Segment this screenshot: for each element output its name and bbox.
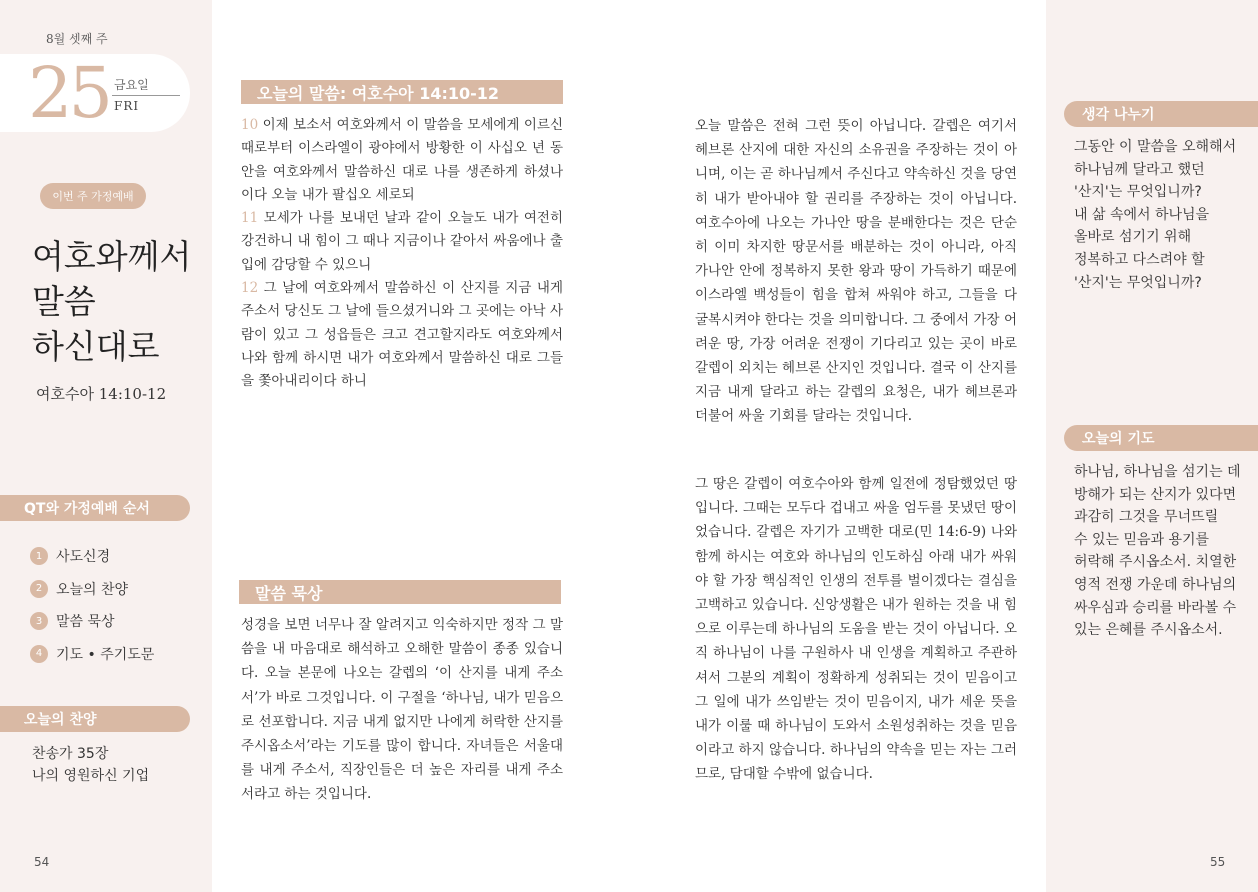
verse-text: 모세가 나를 보내던 날과 같이 오늘도 내가 여전히 강건하니 내 힘이 그 때나 지금이나 같아서 싸움에나 출입에 감당할 수 있으니	[241, 210, 563, 273]
verse-text: 그 날에 여호와께서 말씀하신 이 산지를 지금 내게 주소서 당신도 그 날에 들으셨거니와 그 곳에는 아낙 사람이 있고 그 성읍들은 크고 견고할지라도 여호와께서 나와 함께 하시면 내가 여호와께서 말씀하신 대로 그들을 쫓아내리이다 하니	[241, 280, 563, 390]
list-item	[30, 573, 154, 606]
list-item	[30, 605, 154, 638]
step-label: 오늘의 찬양	[56, 581, 129, 598]
meditation-header: 말씀 묵상	[239, 580, 561, 604]
list-item	[30, 638, 154, 671]
meditation-paragraph-1: 오늘 말씀은 전혀 그런 뜻이 아닙니다. 갈렙은 여기서 헤브론 산지에 대한 자신의 소유권을 주장하는 것이 아니며, 이는 곧 하나님께서 주신다고 약속하신 것을 당연히 내가 받아내야 할 권리를 주장하는 것이 아닙니다. 여호수아에 나오는 가나안 땅을 분배한다는 것은 단순히 이미 차지한 땅문서를 배분하는 것이 아니라, 아직 가나안 안에 정복하지 못한 왕과 땅이 가득하기 때문에 이스라엘 백성들이 힘을 합쳐 싸워야 하고, 그들을 다 굴복시켜야 한다는 것을 의미합니다. 그 중에서 가장 어려운 땅, 가장 어려운 전쟁이 기다리고 있는 곳이 바로 갈렙이 외치는 헤브론 산지인 것입니다. 결국 이 산지를 지금 내게 달라고 하는 갈렙의 요청은, 내가 헤브론과 더불어 싸울 기회를 달라는 것입니다.	[695, 118, 1017, 425]
hymn-title: 나의 영원하신 기업	[32, 768, 150, 784]
step-number-badge: 1	[30, 547, 48, 565]
step-number-badge: 4	[30, 645, 48, 663]
week-label: 8월 셋째 주	[46, 32, 108, 46]
order-list	[30, 540, 154, 670]
step-label: 말씀 묵상	[56, 614, 115, 631]
scripture-text	[241, 114, 563, 394]
step-label: 사도신경	[56, 549, 111, 566]
family-worship-badge: 이번 주 가정예배	[40, 183, 146, 209]
step-number-badge: 3	[30, 612, 48, 630]
hymn-section-header: 오늘의 찬양	[0, 706, 190, 732]
prayer-text: 하나님, 하나님을 섬기는 데 방해가 되는 산지가 있다면 과감히 그것을 무너뜨릴 수 있는 믿음과 용기를 허락해 주시옵소서. 치열한 영적 전쟁 가운데 하나님의 싸우심과 승리를 바라볼 수 있는 은혜를 주시옵소서.	[1074, 464, 1241, 639]
sharing-section-header: 생각 나누기	[1064, 101, 1258, 127]
meditation-intro: 성경을 보면 너무나 잘 알려지고 익숙하지만 정작 그 말씀을 내 마음대로 해석하고 오해한 말씀이 종종 있습니다. 오늘 본문에 나오는 갈렙의 ‘이 산지를 내게 주소서’가 바로 그것입니다. 이 구절을 ‘하나님, 내가 믿음으로 선포합니다. 지금 내게 없지만 나에게 허락한 산지를 주시옵소서’라는 기도를 많이 합니다. 자녀들은 서울대를 내게 주소서, 직장인들은 더 높은 자리를 내게 주소서라고 하는 것입니다.	[241, 617, 563, 803]
page-title: 여호와께서 말씀 하신대로	[32, 237, 192, 366]
meditation-paragraph-2: 그 땅은 갈렙이 여호수아와 함께 일전에 정탐했었던 땅입니다. 그때는 모두다 겁내고 싸울 엄두를 못냈던 땅이었습니다. 갈렙은 자기가 고백한 대로(민 14:6-9) 나와 함께 하시는 여호와 하나님의 인도하심 아래 내가 싸워야 할 가장 핵심적인 인생의 전투를 벌이겠다는 결심을 고백하고 있습니다. 신앙생활은 내가 원하는 것을 내 힘으로 이루는데 하나님의 도움을 받는 것이 아닙니다. 오직 하나님이 나를 구원하사 내 인생을 계획하고 주관하셔서 그분의 계획이 정확하게 성취되는 것이 믿음이고 그 일에 내가 쓰임받는 것이 믿음이지, 내가 세운 뜻을 내가 이룰 때 하나님이 도와서 소원성취하는 것을 믿음이라고 하지 않습니다. 하나님의 약속을 믿는 자는 그러므로, 담대할 수밖에 없습니다.	[695, 476, 1017, 783]
verse-number: 12	[241, 280, 259, 297]
verse-number: 10	[241, 117, 259, 133]
order-section-header: QT와 가정예배 순서	[0, 495, 190, 521]
scripture-header: 오늘의 말씀: 여호수아 14:10-12	[241, 80, 563, 104]
scripture-reference: 여호수아 14:10-12	[36, 385, 167, 403]
prayer-section-header: 오늘의 기도	[1064, 425, 1258, 451]
verse-text: 이제 보소서 여호와께서 이 말씀을 모세에게 이르신 때로부터 이스라엘이 광야에서 방황한 이 사십오 년 동안을 여호와께서 말씀하신 대로 나를 생존하게 하셨나이다 오늘 내가 팔십오 세로되	[241, 117, 563, 203]
verse-number: 11	[241, 210, 259, 227]
weekday-english: FRI	[114, 99, 140, 113]
page-number-left: 54	[34, 855, 50, 869]
weekday-korean: 금요일	[114, 78, 149, 92]
hymn-number: 찬송가 35장	[32, 746, 109, 762]
date-divider	[112, 95, 180, 96]
step-number-badge: 2	[30, 580, 48, 598]
sharing-questions: 그동안 이 말씀을 오해해서 하나님께 달라고 했던 '산지'는 무엇입니까? 내 삶 속에서 하나님을 올바로 섬기기 위해 정복하고 다스려야 할 '산지'는 무엇입니까?	[1074, 139, 1237, 291]
day-number: 25	[28, 52, 110, 134]
hymn-info	[32, 743, 149, 787]
list-item	[30, 540, 154, 573]
page-number-right: 55	[1210, 855, 1226, 869]
step-label: 기도 • 주기도문	[56, 646, 155, 663]
